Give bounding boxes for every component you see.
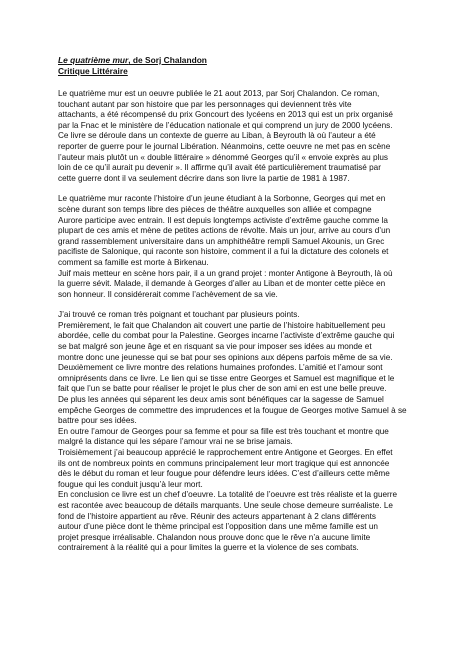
text-line: J’ai trouvé ce roman très poignant et touchant par plusieurs points. [58, 310, 300, 320]
document-heading [58, 55, 426, 77]
text-line: est racontée avec beaucoup de détails marquants. Une seule chose demeure surréaliste. Le [58, 500, 393, 510]
text-line: ils ont de nombreux points en communs principalement leur mort tragique qui est annoncée [58, 458, 390, 468]
text-line: se bat malgré son jeune âge et en risquant sa vie pour imposer ses idées au monde et [58, 342, 372, 352]
text-line: omniprésents dans ce livre. Le lien qui se tisse entre Georges et Samuel est magnifique et le [58, 373, 395, 383]
text-line: montre donc une jeunesse qui se bat pour ses opinions aux dépens parfois même de sa vie. [58, 352, 393, 362]
text-line: De plus les années qui séparent les deux amis sont bénéfiques car la sagesse de Samuel [58, 395, 384, 405]
paragraph-1 [58, 89, 426, 184]
text-line: son honneur. Il considérerait comme l’achèvement de sa vie. [58, 289, 278, 299]
text-line: grand rassemblement universitaire dans un amphithéâtre rempli Samuel Akounis, un Grec [58, 236, 385, 246]
text-line: cette guerre dont il va seulement décrire dans son livre la partie de 1981 à 1987. [58, 173, 350, 183]
paragraph-3 [58, 310, 426, 554]
text-line: battre pour ses idées. [58, 416, 137, 426]
document-subtitle: Critique Littéraire [58, 66, 128, 76]
text-line: abordée, celle du combat pour la Palestine. Georges incarne l’activiste d’extrême gauche qui [58, 331, 395, 341]
text-line: Premièrement, le fait que Chalandon ait couvert une partie de l’histoire habituellement peu [58, 320, 386, 330]
text-line: attachants, a été récompensé du prix Goncourt des lycéens en 2013 qui est un prix organisé [58, 110, 393, 120]
text-line: reporter de guerre pour le journal Libération. Néanmoins, cette oeuvre ne met pas en scène [58, 141, 391, 151]
text-line: contrairement à la réalité qui a pour limites la guerre et la violence de ses combats. [58, 543, 359, 553]
text-line: la guerre sévit. Malade, il demande à Georges d’aller au Liban et de monter cette pièce en [58, 279, 386, 289]
text-line: dès le début du roman et leur fougue pour défendre leurs idées. C’est d’ailleurs cette même [58, 469, 390, 479]
text-line: Le quatrième mur est un oeuvre publiée le 21 aout 2013, par Sorj Chalandon. Ce roman, [58, 89, 380, 98]
text-line: malgré la distance qui les sépare l’amour vrai ne se brise jamais. [58, 437, 293, 447]
document-body [58, 89, 426, 554]
text-line: projet presque irréalisable. Chalandon nous prouve donc que le rêve n’a aucune limite [58, 532, 371, 542]
text-line: fond de l’histoire appartient au rêve. Réunir des acteurs appartenant à 2 clans différents [58, 511, 376, 521]
text-line: comment sa famille est morte à Birkenau. [58, 257, 209, 267]
text-line: Le quatrième mur raconte l’histoire d’un jeune étudiant à la Sorbonne, Georges qui met en [58, 194, 386, 204]
text-line: l’auteur mais plutôt un « double littéraire » dénommé Georges qu’il « envoie exprès au plus [58, 152, 388, 162]
text-line: Aurore participe avec entrain. Il est depuis longtemps activiste d’extrême gauche comme la [58, 215, 388, 225]
text-line: Ce livre se déroule dans un contexte de guerre au Liban, à Beyrouth là où l’auteur a été [58, 131, 376, 141]
text-line: empêche Georges de commettre des imprudences et la fougue de Georges motive Samuel à se [58, 405, 407, 415]
text-line: Deuxièmement ce livre montre des relations humaines profondes. L’amitié et l’amour sont [58, 363, 383, 373]
text-line: fait que l’un se batte pour réaliser le projet le plus cher de son ami en est une belle preuve. [58, 384, 387, 394]
text-line: autour d’une pièce dont le thème principal est l’opposition dans une même famille est un [58, 522, 378, 532]
text-line: fougue qui les conduit jusqu’à leur mort. [58, 479, 203, 489]
document-title [58, 55, 426, 66]
text-line: par la Fnac et le ministère de l’éducation nationale et qui comprend un jury de 2000 lycéens. [58, 120, 393, 130]
book-title: Le quatrième mur [58, 55, 129, 65]
text-line: Juif mais metteur en scène hors pair, il a un grand projet : monter Antigone à Beyrouth, là où [58, 268, 393, 278]
paragraph-2 [58, 194, 426, 300]
text-line: touchant autant par son histoire que par les personnages qui deviennent très vite [58, 99, 352, 109]
text-line: plupart de ces amis et mène de petites actions de révolte. Mais un jour, arrive au cours d’un [58, 226, 391, 236]
text-line: pacifiste de Salonique, qui raconte son histoire, comment il a fui la dictature des colonels et [58, 247, 389, 257]
text-line: En outre l’amour de Georges pour sa femme et pour sa fille est très touchant et montre que [58, 426, 389, 436]
author-byline: , de Sorj Chalandon [128, 55, 207, 65]
text-line: scène durant son temps libre des pièces de théâtre auxquelles son alliée et compagne [58, 204, 372, 214]
text-line: En conclusion ce livre est un chef d’oeuvre. La totalité de l’oeuvre est très réaliste et la guerre [58, 490, 398, 500]
text-line: Troisièmement j’ai beaucoup apprécié le rapprochement entre Antigone et Georges. En effet [58, 448, 393, 457]
text-line: loin de ce qu’il aurait pu devenir ». Il affirme qu’il avait été particulièrement traumatisé par [58, 163, 381, 173]
